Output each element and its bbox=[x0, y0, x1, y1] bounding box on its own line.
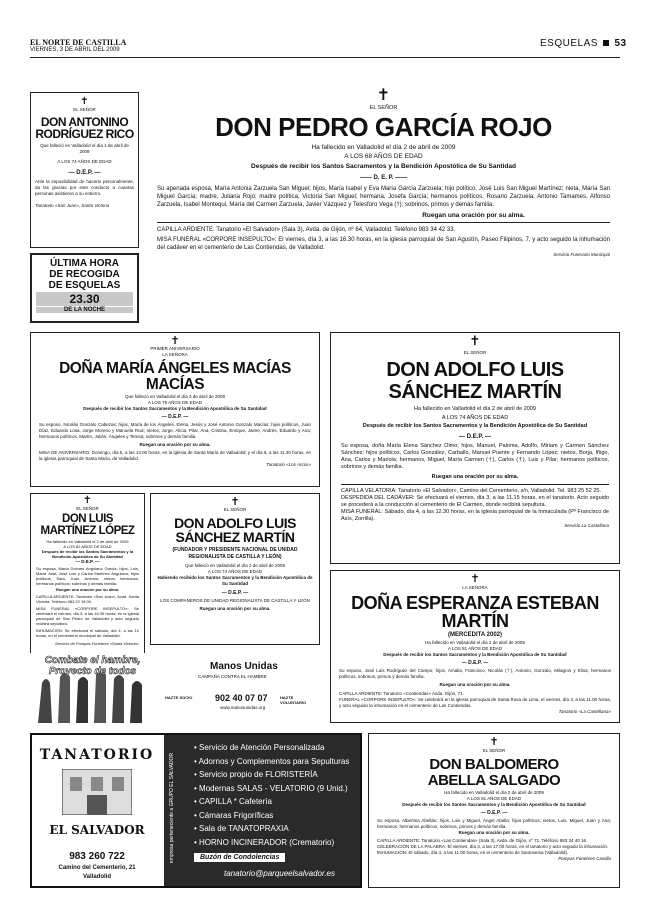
sacraments: Después de recibir los Santos Sacramentos y la Bendición Apostólica de Su Santidad bbox=[251, 163, 516, 170]
sacraments: Habiendo recibido los Santos Sacramentos y la Bendición Apostólica de Su Santidad bbox=[157, 575, 313, 586]
manos-unidas-ad bbox=[30, 653, 320, 723]
family-text: Su esposo, Nicolás Gonzalo Cabezas; hijos, María de los Ángeles, Elena, Jesús y José Antonio Gonzalo Macías; hijos políticos, Juan Díaz, Eduardo Losa, Jorge Moreno y Manuela Ruiz; nietos, Jorge, Alicia, Pilar, Ana, Cristina, Enrique, Jaime, Andrés, Eduardo y Ana; hermanos políticos, Martín, Julián, Ángeles y Teresa; sobrinos y demás familia. bbox=[39, 422, 311, 439]
section-title bbox=[540, 38, 627, 49]
chapel: CAPILLA VELATORIA: Tanatorio «El Salvador», Camino del Cementerio, s/n, Valladolid. Tel. 983 25 52 25. bbox=[341, 488, 601, 494]
deceased-title: EL SEÑOR bbox=[73, 107, 96, 112]
ad-slogan: Combate el hambre, Proyecto de todos bbox=[44, 655, 141, 677]
deceased-title: EL SEÑOR bbox=[463, 350, 487, 355]
mass: CELEBRACIÓN DE LA PALABRA: El viernes, día 3, a las 17.00 horas, en el tanatorio y acto seguido la inhumación. bbox=[377, 844, 609, 849]
chapel: CAPILLA ARDIENTE: Tanatorio «Contiendas» Avda. Gijón, 71. bbox=[339, 691, 464, 696]
chapel: CAPILLA ARDIENTE: Tanatorio «El Salvador» (Sala 3), Avda. de Gijón, nº 64, Valladolid. Teléfono 983 34 42 33. bbox=[157, 227, 456, 233]
sacraments: Después de recibir los Santos Sacramentos y la Bendición Apostólica de Su Santidad bbox=[41, 549, 134, 559]
manos-unidas-logo: Manos Unidas bbox=[210, 661, 278, 672]
dep: — D.E.P. — bbox=[68, 170, 101, 176]
service-item: • CAPILLA * Cafetería bbox=[194, 797, 272, 806]
dep: — D.E.P. — bbox=[161, 414, 189, 420]
service-item: • Adornos y Complementos para Sepulturas bbox=[194, 756, 350, 766]
mass: FUNERAL «CORPORE INSEPULTO»: Se celebrará en la iglesia parroquial de Santa Rosa de Lima, el viernes, día 3, a las 11.00 horas, y acto seguido la inhumación en el cementerio de Las Contiendas. bbox=[339, 697, 611, 708]
services-list bbox=[194, 741, 358, 849]
dep: —— D. E. P. —— bbox=[359, 175, 408, 181]
age: A LOS 74 AÑOS DE EDAD bbox=[57, 159, 112, 164]
last-hour-box bbox=[30, 253, 139, 323]
deceased-title: EL SEÑOR bbox=[223, 507, 247, 512]
deceased-name-2: SÁNCHEZ MARTÍN bbox=[388, 381, 562, 403]
death-date: Que falleció en Valladolid el día 1 de abril de 2009 bbox=[40, 143, 129, 154]
last-hour-night: DE LA NOCHE bbox=[36, 307, 133, 313]
sacraments: Después de recibir los Santos Sacramentos y la Bendición Apostólica de Su Santidad bbox=[402, 802, 586, 807]
death-date: Ha fallecido en Valladolid el día 2 de abril de 2009 bbox=[425, 640, 525, 645]
deceased-title: EL SEÑOR bbox=[76, 506, 99, 511]
deceased-title: LA SEÑORA bbox=[462, 585, 488, 590]
funeral-home: Servicio Funerario Municipal bbox=[553, 252, 610, 257]
funeral-home: Pompas Fúnebres Castilla bbox=[558, 856, 611, 861]
service-item: • Servicio de Atención Personalizada bbox=[194, 743, 325, 752]
burial: INHUMACIÓN: Se efectuará el sábado, día 4, a las 10 horas, en el cementerio municipal de Valladolid. bbox=[36, 628, 139, 638]
tanatorio-address: Camino del Cementerio, 21 bbox=[58, 865, 136, 871]
deceased-name-1: DON LUIS bbox=[62, 513, 113, 525]
header-rule bbox=[30, 57, 620, 58]
newspaper-date: VIERNES, 3 DE ABRIL DEL 2009 bbox=[30, 47, 120, 53]
page-number: 53 bbox=[614, 38, 627, 49]
service-item: • HORNO INCINERADOR (Crematorio) bbox=[194, 837, 335, 847]
obituary-pedro-garcia-rojo bbox=[147, 87, 620, 325]
last-hour-line-1: ÚLTIMA HORA bbox=[50, 258, 119, 269]
deceased-name-1: DON ADOLFO LUIS bbox=[386, 359, 564, 381]
newspaper-name: EL NORTE DE CASTILLA bbox=[30, 38, 127, 47]
anniversary: PRIMER ANIVERSARIO bbox=[150, 346, 200, 351]
page-square-icon bbox=[603, 40, 609, 46]
death-date: Ha fallecido en Valladolid el día 2 de abril de 2009 bbox=[444, 790, 544, 795]
deceased-name-1: DON ADOLFO LUIS bbox=[174, 515, 296, 531]
cross-icon: ✝ bbox=[230, 495, 240, 508]
condolence-mailbox: Buzón de Condolencias bbox=[194, 853, 285, 862]
prayer: Ruegan una oración por su alma. bbox=[422, 212, 525, 219]
cross-icon: ✝ bbox=[376, 85, 391, 104]
cross-icon: ✝ bbox=[489, 735, 499, 748]
prayer: Ruegan una oración por su alma. bbox=[439, 682, 511, 687]
age: A LOS 68 AÑOS DE EDAD bbox=[344, 153, 423, 160]
death-date: Ha fallecido en Valladolid el 2 de abril de 2009 bbox=[46, 539, 129, 544]
service-item: • Modernas SALAS - VELATORIO (9 Unid.) bbox=[194, 783, 348, 793]
obituary-esperanza-esteban bbox=[330, 570, 620, 723]
prayer: Ruegan una oración por su alma. bbox=[55, 587, 120, 592]
deceased-name-2: ABELLA SALGADO bbox=[427, 772, 561, 789]
role: (FUNDADOR Y PRESIDENTE NACIONAL DE UNIDAD REGIONALISTA DE CASTILLA Y LEÓN) bbox=[172, 547, 298, 560]
deceased-name: DON PEDRO GARCÍA ROJO bbox=[215, 112, 552, 142]
age: A LOS 82 AÑOS DE EDAD bbox=[63, 544, 112, 549]
funeral-home: Servicio de Pompas Fúnebres «Santa Victoria» bbox=[55, 641, 139, 646]
deceased-name: DOÑA ESPERANZA ESTEBAN MARTÍN bbox=[351, 593, 599, 631]
obituary-rodriguez-rico bbox=[30, 92, 139, 248]
chapel: CAPILLA ARDIENTE: Tanatorio «Las Contiendas» (Sala 3), Avda. de Gijón, nº 71. Teléfono 983 34 40 16. bbox=[377, 838, 588, 843]
divider bbox=[157, 222, 610, 223]
service-item: • Cámaras Frigoríficas bbox=[194, 810, 274, 820]
funeral-home: Servicio La Castellana bbox=[564, 523, 609, 528]
deceased-name-2: RODRÍGUEZ RICO bbox=[35, 127, 134, 141]
sacraments: Después de recibir los Santos Sacramentos y la Bendición Apostólica de Su Santidad bbox=[362, 423, 588, 429]
dep: — D.E.P. — bbox=[75, 559, 100, 564]
tanatorio-logo bbox=[32, 735, 162, 886]
death-date: Ha fallecido en Valladolid el día 2 de abril de 2009 bbox=[414, 406, 536, 412]
prayer: Ruegan una oración por su alma. bbox=[431, 474, 519, 480]
join-member: HAZTE SOCIO bbox=[165, 695, 193, 700]
age: A LOS 74 AÑOS DE EDAD bbox=[441, 415, 509, 421]
farewell: DESPEDIDA DEL CADÁVER: Se efectuará el viernes, día 3, a las 11.15 horas, en el tanatorio. Acto seguido se procederá a la conducción al cementerio de El Carmen, donde recibirá sepultura. bbox=[341, 495, 609, 508]
family-text: Su apenada esposa, María Antonia Zarzuela San Miguel; hijos, María Isabel y Eva María García Zarzuela; hijo político, José Luis San Miguel Martínez; nieta, María San Miguel García; madre, Juliana Rojo; madre política, Victoria San Miguel; hermana, Josefa García; hermanos políticos, Rosario Zarzuela, Antonio Tamames, Alfonso Zarzuela, Isabel Montequi, María del Carmen Zarzuela, Javier Vázquez y Telesforo Vega (†); sobrinos, primos y demás familia. bbox=[157, 186, 610, 208]
death-date: Que falleció en Valladolid el día 3 de abril de 2008 bbox=[125, 394, 225, 399]
dep-text: D. E. P. bbox=[373, 175, 394, 181]
tanatorio-ad bbox=[30, 733, 362, 888]
divider bbox=[341, 484, 609, 485]
tanatorio-building-icon bbox=[62, 769, 132, 815]
nickname: (MERCEDITA 2002) bbox=[447, 632, 502, 638]
tanatorio-phone: 983 260 722 bbox=[69, 851, 125, 862]
group-vertical-text: empresa perteneciente a GRUPO EL SALVADOR bbox=[169, 752, 175, 864]
deceased-title: LA SEÑORA bbox=[162, 352, 188, 357]
age: A LOS 75 AÑOS DE EDAD bbox=[147, 400, 203, 405]
service-item: • Sala de TANATOPRAXIA bbox=[194, 824, 289, 833]
family-text: LOS COMPAÑEROS DE UNIDAD REGIONALISTA DE CASTILLA Y LEÓN bbox=[160, 598, 310, 603]
dep: — D.E.P. — bbox=[221, 590, 249, 596]
age: A LOS 81 AÑOS DE EDAD bbox=[466, 796, 522, 801]
sacraments: Después de recibir los Santos Sacramentos y la Bendición Apostólica de Su Santidad bbox=[83, 406, 267, 411]
tanatorio-email[interactable]: tanatorio@parqueelsalvador.es bbox=[224, 869, 336, 878]
obituary-adolfo-sanchez-family bbox=[330, 332, 620, 564]
family-text: Ante la imposibilidad de hacerlo personalmente, da las gracias por este conducto a cuantas personas asistieron a su entierro. bbox=[35, 179, 134, 196]
obituary-macias-macias bbox=[30, 332, 320, 487]
family-text: Su esposo, José Luis Rodríguez del Campo; hijos, Amalia, Francisco, Nicolás (†), Antonio, Gonzalo, Milagros y Elisa; hermanos políticos, sobrinos, primos y demás familia. bbox=[339, 668, 611, 679]
deceased-title: EL SEÑOR bbox=[482, 748, 506, 753]
obituary-abella-salgado bbox=[368, 733, 620, 888]
mass: MISA FUNERAL «CORPORE INSEPULTO»: El viernes, día 3, a las 16.30 horas, en la iglesia parroquial de San Agustín, Paseo Filipinos, 7, y acto seguido la inhumación del cadáver en el cementerio de Las Contiendas, de Valladolid. bbox=[157, 237, 610, 251]
mass: MISA DE ANIVERSARIO: Domingo, día 5, a las 13.00 horas, en la iglesia de Santa María de Valladolid; y el día 6, a las 11.30 horas, en la iglesia parroquial de Santa María, de Valladolid. bbox=[39, 450, 311, 461]
dep: — D.E.P. — bbox=[459, 434, 491, 440]
family-text: Su esposa, María Dolores Anguiano García; hijos, Luis, María José, José Luis y Carlos Martínez Anguiano; hijos políticos, Sara, Juan, Antonio; nietos; hermanos; hermanos políticos; sobrinos y demás familia. bbox=[36, 566, 139, 586]
website: www.manosunidas.org bbox=[220, 705, 266, 710]
phone: 902 40 07 07 bbox=[215, 693, 268, 703]
service-item: • Servicio propio de FLORISTERÍA bbox=[194, 770, 318, 779]
sacraments: Después de recibir los Santos Sacramentos y la Bendición Apostólica de Su Santidad bbox=[383, 652, 567, 657]
cross-icon: ✝ bbox=[80, 96, 89, 107]
family-text: Su esposa, Albertina Abellán; hijos, Luis y Miguel, Ángel Abella; hijos políticos; nietos, Luis, Miguel, Juan y Ana; hermanos; hermanos políticos, sobrinos, primos y demás familia. bbox=[377, 818, 611, 829]
tanatorio-name: EL SALVADOR bbox=[49, 823, 145, 837]
cross-icon: ✝ bbox=[470, 572, 480, 585]
tanatorio-city: Valladolid bbox=[82, 874, 111, 880]
funeral-home: Tanatorio «Los Arcos» bbox=[266, 462, 311, 467]
prayer: Ruegan una oración por su alma. bbox=[458, 830, 530, 835]
tanatorio-services-panel bbox=[164, 735, 360, 886]
deceased-name: DOÑA MARÍA ÁNGELES MACÍAS MACÍAS bbox=[59, 360, 291, 393]
age: A LOS 81 AÑOS DE EDAD bbox=[447, 646, 503, 651]
family-text: Su esposa, doña María Elena Sánchez Olmo; hijos, Manuel, Paloma, Adolfo, Miriam y Carmen Sánchez Sánchez; hijos políticos, Carlos González, Carballo, Manuel Puente y Fernando López; nietos, Borja, Iñigo, Ana, Carlos y Mariola; hermanos, Miguel, María Carmen (†), Carlos (†), Luis y Pilar; hermanos políticos, sobrinos y demás familia. bbox=[341, 443, 609, 470]
mass: MISA FUNERAL: Sábado, día 4, a las 12.30 horas, en la iglesia parroquial de la Inmaculada (Pº Francisco de Asís, Zorrilla). bbox=[341, 509, 609, 522]
last-hour-line-2: DE RECOGIDA bbox=[49, 269, 120, 280]
join-volunteer: HAZTE VOLUNTARIO bbox=[280, 695, 307, 705]
prayer: Ruegan una oración por su alma. bbox=[139, 442, 211, 447]
mass: MISA FUNERAL «CORPORE INSEPULTO»: Se celebrará el viernes, día 3, a las 16.30 horas, en la iglesia parroquial de San Pedro de Valladolid y acto seguido recibirá sepultura. bbox=[36, 606, 139, 626]
deceased-name-2: SÁNCHEZ MARTÍN bbox=[175, 529, 295, 545]
campaign: CAMPAÑA CONTRA EL HAMBRE bbox=[198, 674, 267, 679]
tanatorio-arc-text: TANATORIO bbox=[39, 747, 155, 763]
deceased-name-1: DON ANTONINO bbox=[40, 115, 129, 129]
last-hour-line-3: DE ESQUELAS bbox=[48, 280, 121, 291]
chapel: CAPILLA ARDIENTE: Tanatorio «San Juan», Avda. Santa Victoria. Teléfono 983 22 18 00. bbox=[36, 594, 139, 604]
deceased-title: EL SEÑOR bbox=[369, 105, 398, 111]
cross-icon: ✝ bbox=[170, 334, 180, 347]
deceased-name-2: MARTÍNEZ LÓPEZ bbox=[40, 524, 135, 537]
cross-icon: ✝ bbox=[469, 334, 481, 349]
funeral-home: Tanatorio «La Castellana» bbox=[558, 709, 611, 714]
funeral-home: Tanatorio «San Juan», Santa Victoria bbox=[35, 203, 110, 208]
last-hour-time: 23.30 bbox=[36, 292, 133, 306]
death-date: Ha fallecido en Valladolid el día 2 de abril de 2009 bbox=[311, 144, 456, 151]
burial: INHUMACIÓN: El sábado, día 4, a las 11.00 horas, en el cementerio de Santovenia (Valladolid). bbox=[377, 850, 569, 855]
dep: — D.E.P. — bbox=[480, 810, 508, 816]
section-name: ESQUELAS bbox=[540, 38, 598, 49]
obituary-adolfo-sanchez-party bbox=[150, 493, 320, 645]
death-date: Que falleció en Valladolid el día 2 de abril de 2009 bbox=[185, 563, 285, 568]
cross-icon: ✝ bbox=[83, 495, 92, 506]
prayer: Ruegan una oración por su alma. bbox=[199, 606, 271, 611]
age: A LOS 74 AÑOS DE EDAD bbox=[207, 569, 263, 574]
deceased-name-1: DON BALDOMERO bbox=[429, 756, 559, 773]
dep: — D.E.P. — bbox=[461, 660, 489, 666]
